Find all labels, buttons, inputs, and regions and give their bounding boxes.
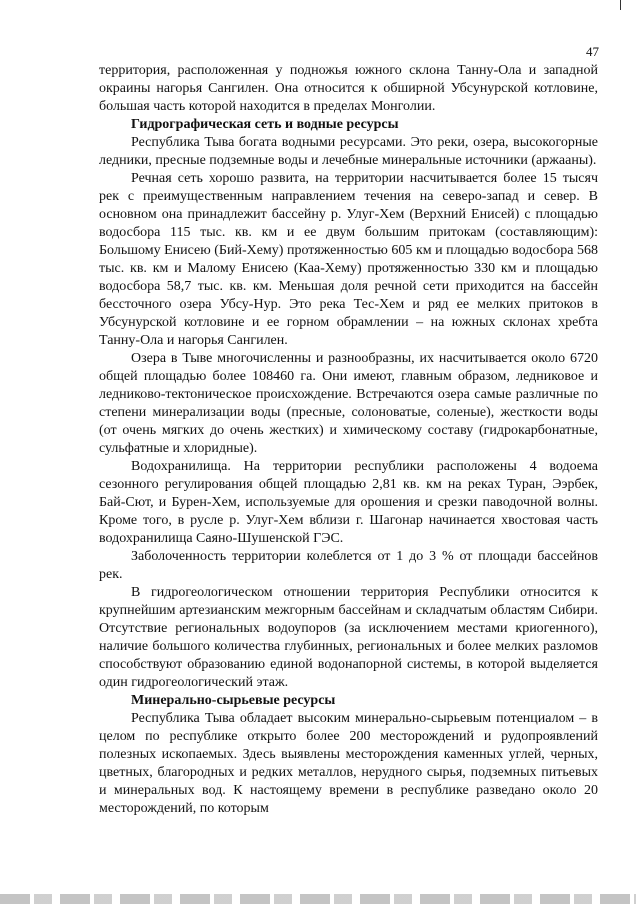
scan-edge-mark (620, 0, 621, 10)
paragraph-reservoirs: Водохранилища. На территории республики расположены 4 водоема сезонного регулирования общей площадью 2,81 кв. км на реках Туран, Ээрбек, Бай-Сют, и Бурен-Хем, используемые для орошения и срезки паводочной волны. Кроме того, в русле р. Улуг-Хем вблизи г. Шагонар начинается хвостовая часть водохранилища Саяно-Шушенской ГЭС. (99, 459, 598, 546)
paragraph-river-network: Речная сеть хорошо развита, на территории насчитывается более 15 тысяч рек с преимущественным направлением течения на северо-запад и север. В основном она принадлежит бассейну р. Улуг-Хем (Верхний Енисей) с площадью водосбора 115 тыс. кв. км и ее двум большим притокам (составляющим): Большому Енисею (Бий-Хему) протяженностью 605 км и площадью водосбора 568 тыс. кв. км и Малому Енисею (Каа-Хему) протяженностью 330 км и площадью водосбора 58,7 тыс. кв. км. Меньшая доля речной сети приходится на бассейн бессточного озера Убсу-Нур. Это река Тес-Хем и ряд ее мелких притоков в Убсунурской котловине и ее горном обрамлении – на южных склонах хребта Танну-Ола и нагорья Сангилен. (99, 171, 598, 348)
paragraph-mineral-potential: Республика Тыва обладает высоким минерально-сырьевым потенциалом – в целом по республике открыто более 200 месторождений и рудопроявлений полезных ископаемых. Здесь выявлены месторождения каменных углей, черных, цветных, благородных и редких металлов, нерудного сырья, подземных питьевых и минеральных вод. К настоящему времени в республике разведано около 20 месторождений, по которым (99, 711, 598, 816)
scan-bottom-edge-marks (0, 894, 636, 904)
section-heading-mineral-resources: Минерально-сырьевые ресурсы (131, 693, 336, 708)
paragraph-hydrogeology: В гидрогеологическом отношении территория Республики относится к крупнейшим артезианским межгорным бассейнам и складчатым областям Сибири. Отсутствие региональных водоупоров (за исключением местами криогенного), наличие большого количества глубинных, региональных и более мелких разломов способствуют образованию единой водонапорной системы, в которой выделяется один гидрогеологический этаж. (99, 585, 598, 690)
section-heading-hydrography: Гидрографическая сеть и водные ресурсы (131, 117, 399, 132)
page-number: 47 (586, 44, 599, 59)
document-body (99, 62, 598, 818)
paragraph-lakes: Озера в Тыве многочисленны и разнообразны, их насчитывается около 6720 общей площадью более 108460 га. Они имеют, главным образом, ледниковое и ледниково-тектоническое происхождение. Встречаются озера самые различные по степени минерализации воды (пресные, солоноватые, соленые), жесткости воды (от очень мягких до очень жестких) и химическому составу (гидрокарбонатные, сульфатные и хлоридные). (99, 351, 598, 456)
paragraph-wetlands: Заболоченность территории колеблется от 1 до 3 % от площади бассейнов рек. (99, 549, 598, 582)
paragraph-intro-continuation: территория, расположенная у подножья южного склона Танну-Ола и западной окраины нагорья Сангилен. Она относится к обширной Убсунурской котловине, большая часть которой находится в пределах Монголии. (99, 63, 598, 114)
paragraph-water-resources: Республика Тыва богата водными ресурсами. Это реки, озера, высокогорные ледники, пресные подземные воды и лечебные минеральные источники (аржааны). (99, 135, 598, 168)
